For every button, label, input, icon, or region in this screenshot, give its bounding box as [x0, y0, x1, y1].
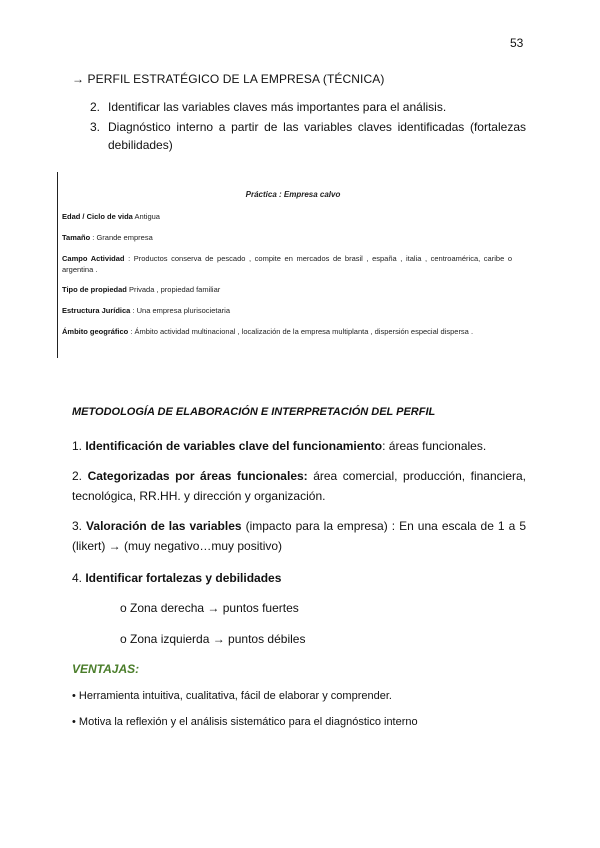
numbered-list-item	[90, 118, 526, 154]
methodology-step-4	[72, 568, 526, 588]
step-bold: Categorizadas por áreas funcionales:	[87, 469, 308, 483]
methodology-heading: METODOLOGÍA DE ELABORACIÓN E INTERPRETACIÓN DEL PERFIL	[72, 406, 436, 418]
step-prefix: 3.	[72, 519, 87, 533]
practice-value: : Productos conserva de pescado , compite en mercados de brasil , españa , italia , centroamérica, caribe o argentina .	[62, 254, 512, 274]
numbered-list-item	[90, 98, 526, 116]
step-bold: Identificar fortalezas y debilidades	[85, 571, 282, 585]
step-rest: área comercial, producción, financiera, tecnológica, RR.HH. y dirección y organización.	[72, 469, 526, 503]
list-item-text: Identificar las variables claves más importantes para el análisis.	[108, 100, 447, 114]
practice-value: Privada , propiedad familiar	[126, 285, 221, 294]
practice-value: : Ámbito actividad multinacional , localización de la empresa multiplanta , dispersión especial dispersa .	[128, 327, 474, 336]
practice-label: Ámbito geográfico	[62, 327, 129, 336]
step-rest: (impacto para la empresa) : En una escala de 1 a 5 (likert) → (muy negativo…muy positivo)	[72, 519, 527, 553]
practice-title: Práctica : Empresa calvo	[245, 190, 341, 199]
page-number: 53	[510, 36, 524, 50]
step-rest: : áreas funcionales.	[382, 439, 487, 453]
section-heading: → PERFIL ESTRATÉGICO DE LA EMPRESA (TÉCNICA)	[72, 72, 385, 86]
practice-label: Campo Actividad	[62, 254, 125, 263]
practice-label: Tamaño	[62, 233, 91, 242]
practice-value: : Una empresa plurisocietaria	[130, 306, 230, 315]
practice-row-ownership	[62, 284, 512, 295]
practice-row-age	[62, 211, 512, 222]
practice-label: Tipo de propiedad	[62, 285, 127, 294]
list-item-number: 2.	[90, 100, 101, 114]
practice-box	[57, 172, 528, 358]
advantages-heading: VENTAJAS:	[72, 662, 140, 676]
practice-row-size	[62, 232, 512, 243]
step-prefix: 1.	[72, 439, 86, 453]
methodology-step-3	[72, 516, 526, 556]
step-prefix: 2.	[72, 469, 88, 483]
advantage-item: • Motiva la reflexión y el análisis sistemático para el diagnóstico interno	[72, 716, 418, 728]
practice-label: Estructura Jurídica	[62, 306, 131, 315]
practice-label: Edad / Ciclo de vida	[62, 212, 133, 221]
practice-row-activity	[62, 253, 512, 275]
step-prefix: 4.	[72, 571, 86, 585]
list-item-text: Diagnóstico interno a partir de las variables claves identificadas (fortalezas debilidades)	[108, 120, 526, 152]
zone-left-item: o Zona izquierda → puntos débiles	[120, 632, 306, 646]
practice-value: Antigua	[132, 212, 160, 221]
zone-right-item: o Zona derecha → puntos fuertes	[120, 601, 299, 615]
methodology-step-2	[72, 466, 526, 506]
list-item-number: 3.	[90, 120, 101, 134]
practice-row-legal-structure	[62, 305, 512, 316]
step-bold: Identificación de variables clave del funcionamiento	[85, 439, 383, 453]
practice-row-geographic-scope	[62, 326, 512, 337]
methodology-step-1	[72, 436, 526, 456]
practice-value: : Grande empresa	[90, 233, 153, 242]
advantage-item: • Herramienta intuitiva, cualitativa, fácil de elaborar y comprender.	[72, 690, 392, 702]
step-bold: Valoración de las variables	[86, 519, 242, 533]
